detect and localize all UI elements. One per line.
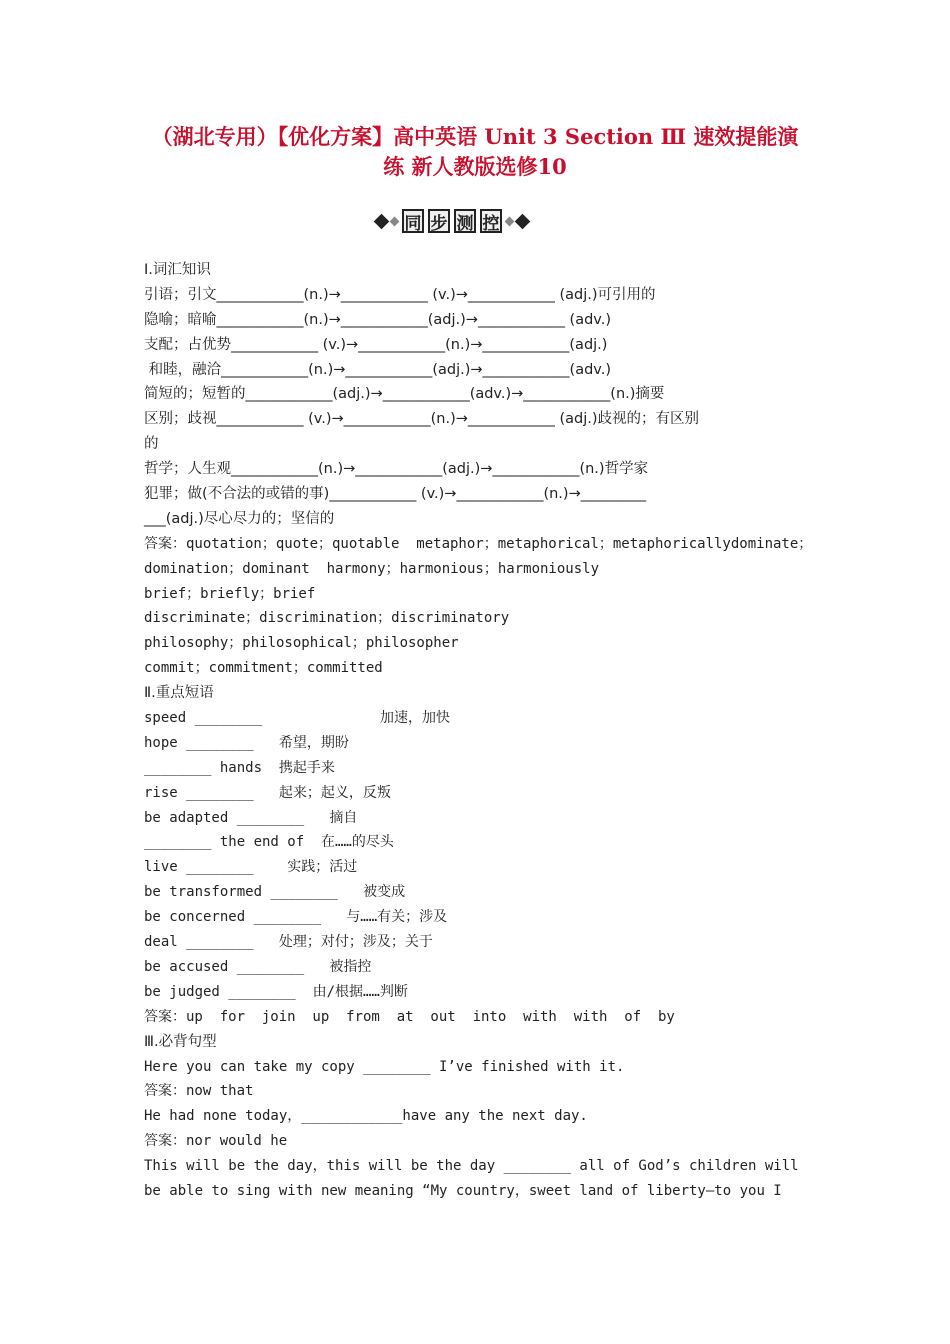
document-title (110, 122, 840, 182)
phrase-line: live ________ 实践；活过 (144, 859, 358, 876)
vocab-line: 支配；占优势____________ (v.)→____________(n.)→____________(adj.) (144, 336, 608, 353)
vocab-line: 哲学；人生观____________(n.)→____________(adj.)→____________(n.)哲学家 (144, 461, 649, 478)
phrase-line: rise ________ 起来；起义，反叛 (144, 784, 391, 801)
vocab-line: 区别；歧视____________ (v.)→____________(n.)→____________ (adj.)歧视的；有区别 (144, 411, 700, 428)
banner-char: 同 (402, 209, 424, 233)
answer-line: domination；dominant harmony；harmonious；harmoniously (144, 560, 600, 577)
answer-line: 答案：quotation；quote；quotable metaphor；metaphorical；metaphoricallydominate； (144, 535, 813, 552)
banner-char: 控 (480, 209, 502, 233)
sentence-line: This will be the day，this will be the day ________ all of God’s children will (144, 1158, 799, 1175)
title-line-1: （湖北专用）【优化方案】高中英语 Unit 3 Section Ⅲ 速效提能演 (151, 124, 799, 149)
answer-line: 答案：now that (144, 1083, 254, 1100)
phrase-line: be adapted ________ 摘自 (144, 809, 358, 826)
section-banner (376, 206, 528, 236)
phrase-line: ________ hands 携起手来 (144, 759, 335, 776)
vocab-line: 和睦，融洽____________(n.)→____________(adj.)→____________(adv.) (144, 361, 612, 378)
phrase-line: ________ the end of 在……的尽头 (144, 834, 394, 851)
banner-char: 步 (428, 209, 450, 233)
vocab-line: 的 (144, 436, 159, 453)
answer-line: 答案：nor would he (144, 1133, 288, 1150)
vocab-line: ___(adj.)尽心尽力的；坚信的 (144, 510, 335, 527)
phrase-line: be transformed ________ 被变成 (144, 884, 406, 901)
vocab-line: 引语；引文____________(n.)→____________ (v.)→____________ (adj.)可引用的 (144, 286, 656, 303)
phrase-line: deal ________ 处理；对付；涉及；关于 (144, 934, 433, 951)
diamond-icon (515, 213, 531, 229)
sentence-line: He had none today，____________have any the next day. (144, 1108, 588, 1125)
section-heading: Ⅰ.词汇知识 (144, 262, 211, 278)
small-diamond-icon (505, 216, 515, 226)
answer-line: discriminate；discrimination；discriminatory (144, 610, 510, 627)
sentence-line: be able to sing with new meaning “My country，sweet land of liberty—to you I (144, 1182, 782, 1199)
phrase-line: speed ________ 加速，加快 (144, 710, 451, 727)
section-heading: Ⅱ.重点短语 (144, 685, 214, 702)
answer-line: brief；briefly；brief (144, 585, 316, 602)
phrase-line: hope ________ 希望，期盼 (144, 734, 349, 751)
small-diamond-icon (390, 216, 400, 226)
phrase-line: be accused ________ 被指控 (144, 958, 372, 975)
answer-line: philosophy；philosophical；philosopher (144, 635, 459, 652)
phrase-line: be judged ________ 由/根据……判断 (144, 983, 408, 1000)
sentence-line: Here you can take my copy ________ I’ve finished with it. (144, 1058, 625, 1075)
diamond-icon (374, 213, 390, 229)
answer-line: 答案：up for join up from at out into with with of by (144, 1008, 675, 1025)
document-body (144, 258, 814, 1204)
answer-line: commit；commitment；committed (144, 660, 383, 677)
title-line-2: 练 新人教版选修10 (383, 154, 567, 179)
vocab-line: 隐喻；暗喻____________(n.)→____________(adj.)→____________ (adv.) (144, 311, 612, 328)
vocab-line: 犯罪；做(不合法的或错的事)____________ (v.)→____________(n.)→_________ (144, 486, 646, 503)
vocab-line: 简短的；短暂的____________(adj.)→____________(adv.)→____________(n.)摘要 (144, 386, 665, 403)
section-heading: Ⅲ.必背句型 (144, 1033, 217, 1050)
banner-char: 测 (454, 209, 476, 233)
phrase-line: be concerned ________ 与……有关；涉及 (144, 909, 448, 926)
